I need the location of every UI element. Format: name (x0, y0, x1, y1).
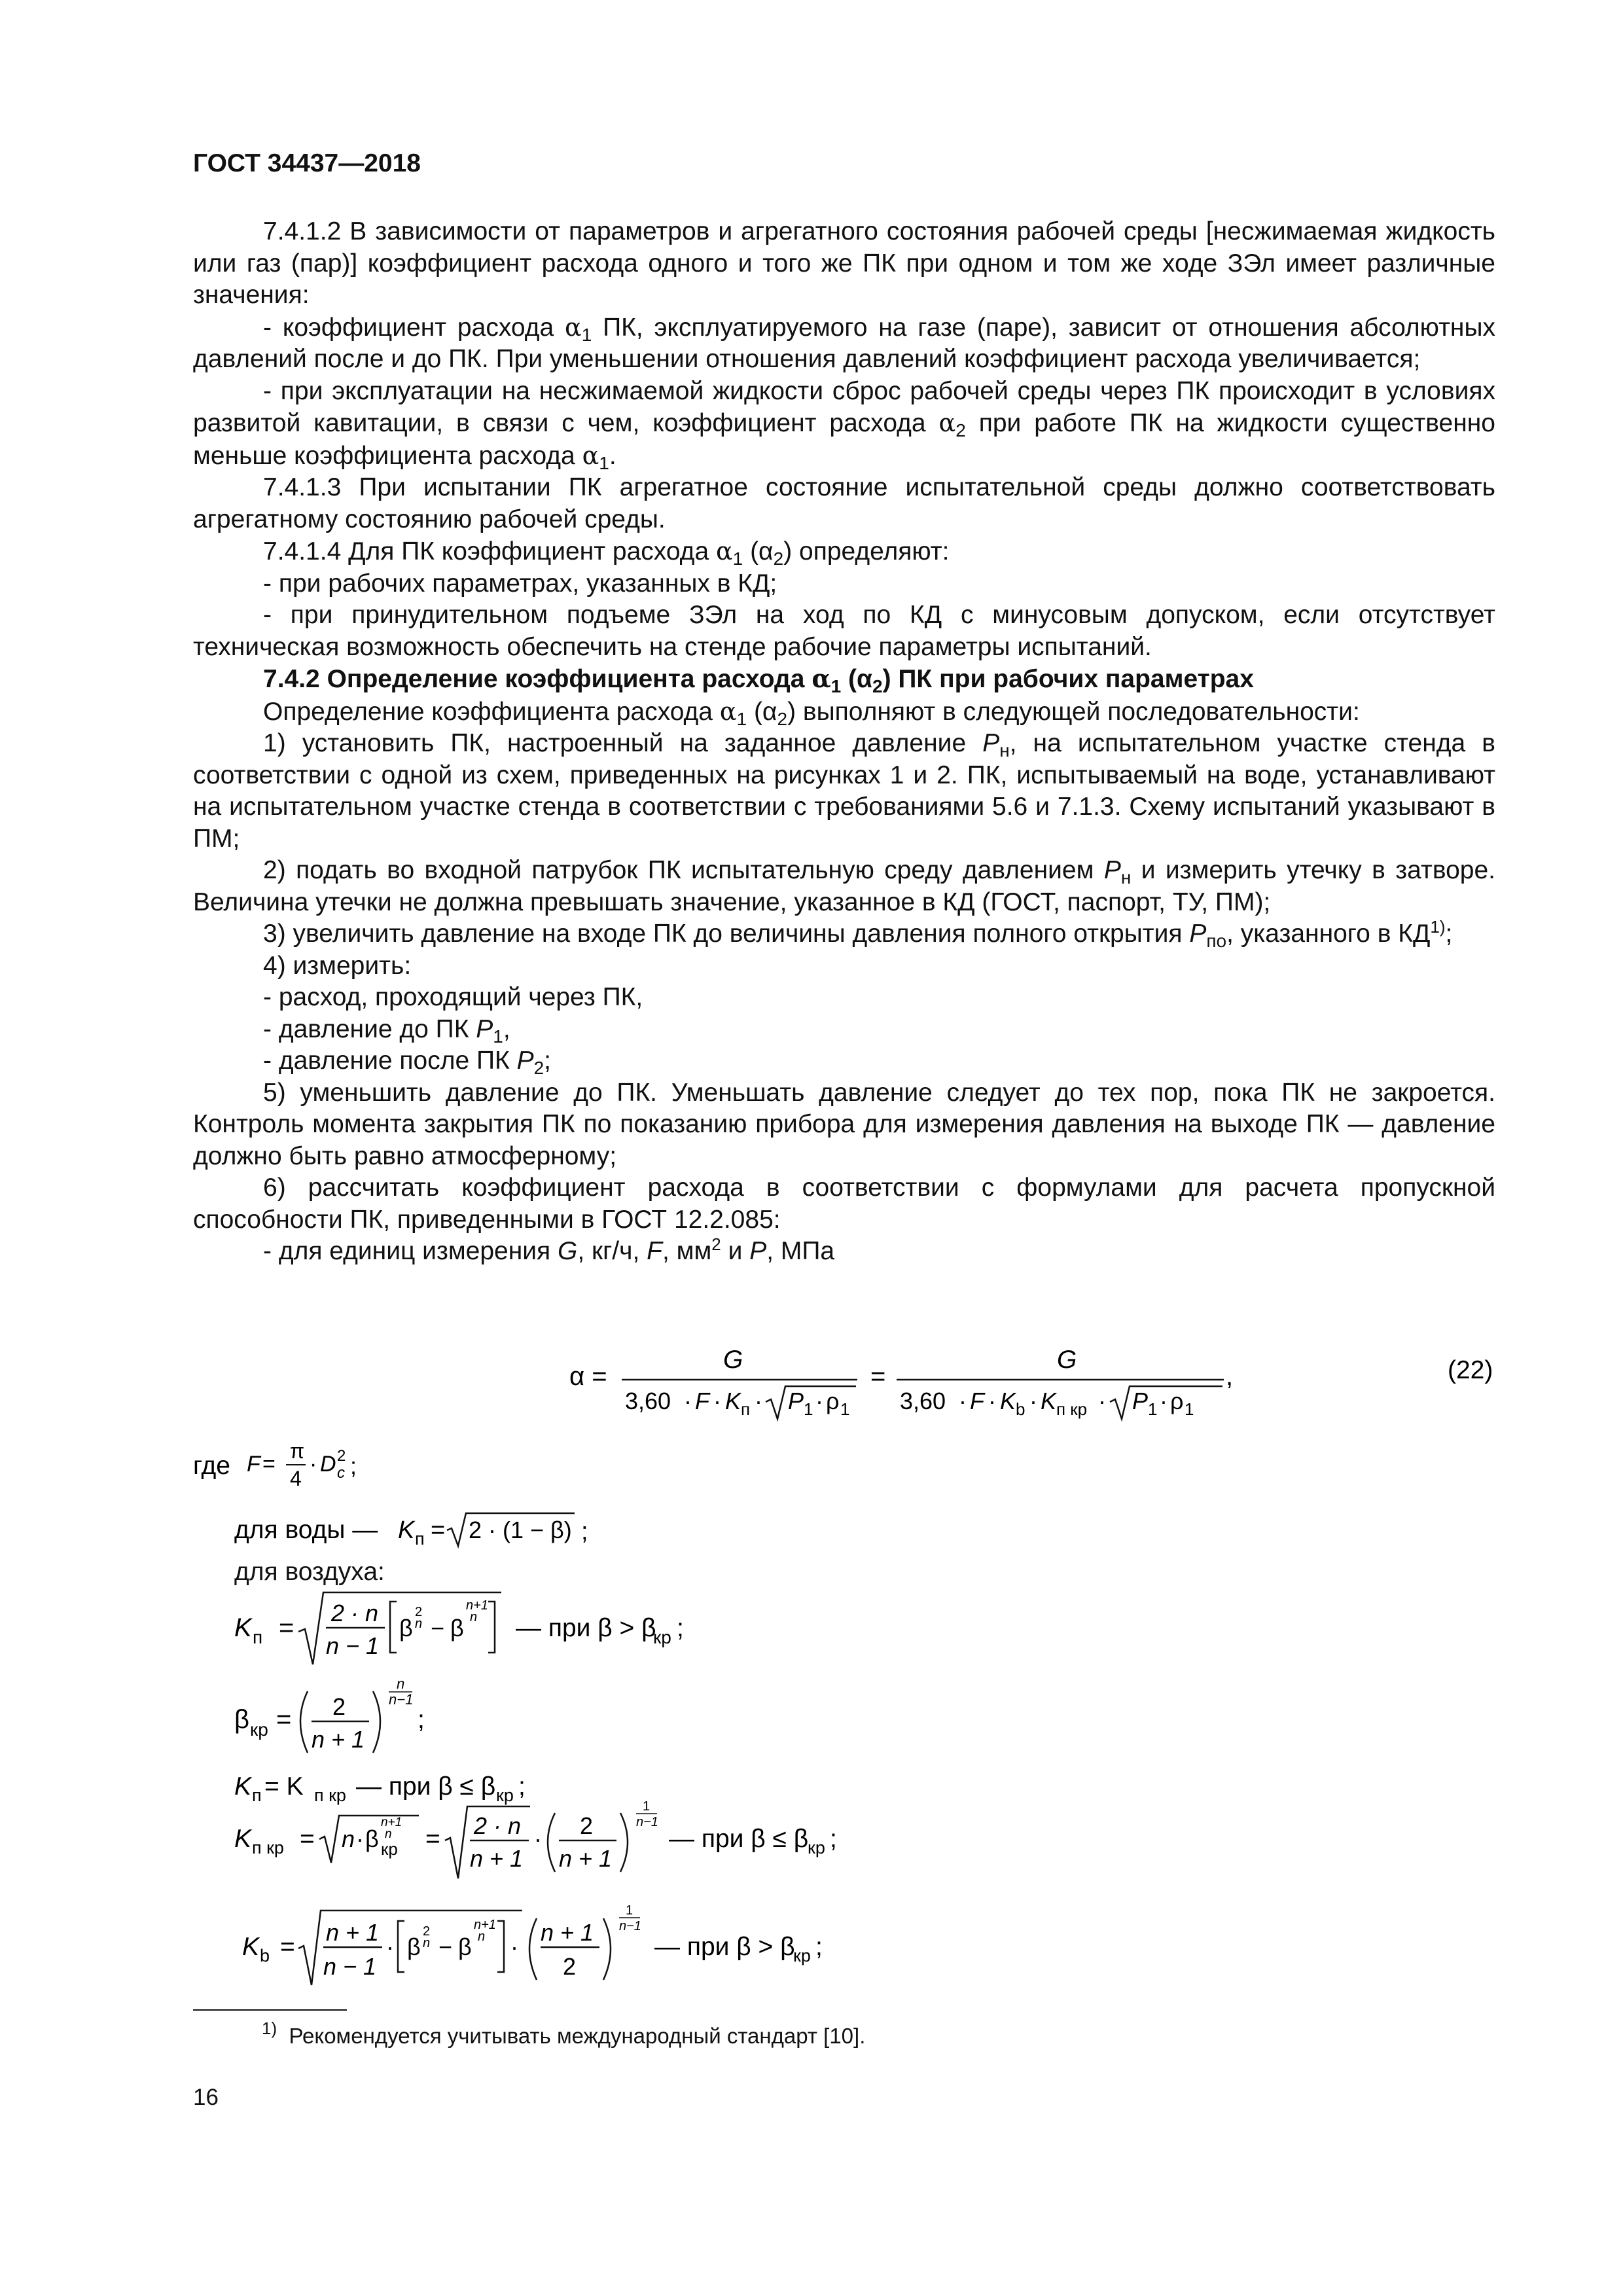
exp-num: 2 (423, 1924, 431, 1939)
footnote-mark: 1) (262, 2018, 277, 2038)
dot: · (1029, 1388, 1037, 1414)
step-4: 4) измерить: (263, 951, 412, 980)
var-K: K (234, 1613, 252, 1642)
bracket-left (390, 1602, 397, 1653)
beta: β (365, 1825, 379, 1852)
equals: = (276, 1705, 292, 1734)
beta: β (450, 1615, 464, 1641)
semicolon: ; (518, 1772, 526, 1801)
sub-p: п (741, 1399, 751, 1419)
footnote-text: Рекомендуется учитывать международный стандарт [10]. (289, 2024, 866, 2048)
var-P1: P (1132, 1388, 1149, 1414)
sub-p: п (252, 1785, 262, 1805)
denominator: n + 1 (312, 1726, 365, 1753)
dot: · (534, 1825, 542, 1852)
numerator: 2 · n (474, 1812, 522, 1839)
bracket-left (398, 1921, 404, 1972)
var-n: n (342, 1825, 355, 1852)
water-label: для воды — (234, 1516, 378, 1544)
sub-1: 1 (840, 1399, 850, 1419)
numerator: n + 1 (326, 1919, 380, 1946)
exp-den: n (415, 1617, 423, 1631)
eq-numerator-1: G (723, 1346, 743, 1374)
formula-kn-gas (234, 1587, 823, 1672)
sub-p-kr: п кр (314, 1785, 346, 1805)
dot: · (959, 1388, 967, 1414)
step-5: 5) уменьшить давление до ПК. Уменьшать давление следует до тех пор, пока ПК не закроется. Контроль момента закрытия ПК по показанию прибора для измерения давления на выходе ПК — давление должно быть равно атмосферному; (193, 1078, 1495, 1170)
four: 4 (290, 1467, 302, 1490)
sub-kr: кр (250, 1719, 268, 1740)
eq-equals: = (870, 1362, 886, 1391)
equals: = (279, 1613, 294, 1642)
item-liquid: - при эксплуатации на несжимаемой жидкости сброс рабочей среды через ПК происходит в условиях развитой кавитации, в связи с чем, коэффициент расхода $\alpha_2$ при работе ПК на жидкости существенно меньше коэффициента расхода $\alpha_1$. (193, 376, 1495, 473)
exp-den: n (423, 1936, 431, 1950)
equals: = (425, 1825, 440, 1853)
dot: · (510, 1933, 518, 1960)
numerator: n + 1 (541, 1919, 594, 1946)
semicolon: ; (815, 1933, 823, 1961)
exp-den: n (470, 1610, 478, 1624)
exp-num: 2 (415, 1605, 423, 1619)
beta: β (234, 1705, 250, 1734)
paren-right (373, 1691, 380, 1753)
step-3: 3) увеличить давление на входе ПК до величины давления полного открытия $P_{по}$, указанного в КД$^{1)}$; (263, 917, 1453, 951)
sub-p-kr: п кр (1056, 1399, 1088, 1419)
body-text (193, 216, 1495, 1268)
eq-numerator-2: G (1057, 1346, 1077, 1374)
item-gas: - коэффициент расхода $\alpha_1$ ПК, эксплуатируемого на газе (паре), зависит от отношения абсолютных давлений после и до ПК. При уменьшении отношения давлений коэффициент расхода увеличивается; (193, 312, 1496, 373)
page-header: ГОСТ 34437—2018 (193, 149, 421, 177)
sub-1: 1 (1185, 1399, 1194, 1419)
var-K: K (234, 1825, 252, 1853)
semicolon: ; (581, 1518, 588, 1545)
footnote-separator (193, 2009, 347, 2011)
exp-2: 2 (337, 1447, 346, 1465)
bracket-right (488, 1602, 495, 1653)
dot: · (1160, 1388, 1168, 1414)
formula-area (193, 1433, 429, 1505)
paragraph-7-4-1-4: 7.4.1.4 Для ПК коэффициент расхода $\alpha_1$ $(\alpha_2)$ определяют: (263, 537, 950, 569)
denominator: 2 (563, 1953, 577, 1980)
step-2: 2) подать во входной патрубок ПК испытательную среду давлением $P_н$ и измерить утечку в затворе. Величина утечки не должна превышать значение, указанное в КД (ГОСТ, паспорт, ТУ, ПМ); (193, 856, 1495, 916)
condition: — при β ≤ β (356, 1772, 496, 1801)
denominator: n + 1 (470, 1845, 524, 1872)
step-4-flow: - расход, проходящий через ПК, (263, 983, 643, 1011)
semicolon: ; (350, 1452, 357, 1479)
var-K: K (725, 1388, 741, 1414)
eq-coef-1: 3,60 (625, 1388, 671, 1414)
beta: β (458, 1933, 472, 1960)
eq-comma: , (1226, 1362, 1234, 1391)
exp-num: n (397, 1676, 405, 1692)
dot: · (755, 1388, 762, 1414)
sub-p-kr: п кр (252, 1838, 284, 1857)
numerator: 2 (332, 1693, 346, 1720)
sub-kr: кр (381, 1839, 398, 1859)
air-label: для воздуха: (234, 1558, 385, 1586)
step-4-pressure-before: - давление до ПК $P_1$, (263, 1014, 510, 1047)
var-F: F (247, 1452, 260, 1477)
exp-den: n−1 (619, 1919, 641, 1933)
formula-water (234, 1505, 692, 1558)
equation-number: (22) (1448, 1356, 1493, 1384)
formula-kb (242, 1901, 897, 1993)
eq-alpha-lhs: α = (569, 1362, 607, 1391)
pi: π (290, 1439, 305, 1463)
section-heading-7-4-2: 7.4.2 Определение коэффициента расхода $\alpha_1$ $(\alpha_2)$ ПК при рабочих параметрах (263, 664, 1254, 696)
dot: · (713, 1388, 721, 1414)
step-4-pressure-after: - давление после ПК $P_2$; (263, 1047, 551, 1078)
where-label: где (193, 1452, 230, 1480)
page-number: 16 (193, 2085, 219, 2110)
exp-num: n+1 (466, 1598, 488, 1613)
dot: · (684, 1388, 692, 1414)
dot: · (988, 1388, 996, 1414)
var-K: K (242, 1933, 260, 1961)
numerator: 2 · n (331, 1600, 379, 1626)
sub-p: п (253, 1627, 263, 1647)
numerator: 2 (580, 1812, 594, 1839)
sub-kr: кр (653, 1627, 671, 1647)
var-rho: ρ (826, 1388, 840, 1414)
exp-den: n (478, 1929, 486, 1944)
var-K: K (1041, 1388, 1057, 1414)
step-6: 6) рассчитать коэффициент расхода в соответствии с формулами для расчета пропускной способности ПК, приведенными в ГОСТ 12.2.085: (193, 1174, 1495, 1234)
equals: = (300, 1825, 315, 1853)
item-working-params: - при рабочих параметрах, указанных в КД; (263, 569, 777, 598)
equals-K: = K (264, 1772, 304, 1801)
var-F: F (695, 1388, 709, 1414)
minus: − (431, 1615, 445, 1641)
paren-left (300, 1691, 308, 1753)
exp-den: n−1 (389, 1691, 414, 1708)
condition: — при β > β (516, 1614, 656, 1642)
exp-num: 1 (626, 1903, 633, 1918)
var-D: D (320, 1452, 336, 1477)
condition: — при β > β (654, 1933, 795, 1961)
condition: — при β ≤ β (669, 1825, 809, 1853)
paragraph-7-4-1-2: 7.4.1.2 В зависимости от параметров и агрегатного состояния рабочей среды [несжимаемая жидкость или газ (пар)] коэффициент расхода одного и того же ПК при одном и том же ходе ЗЭл имеет различные значения: (193, 217, 1495, 309)
sub-c: c (337, 1464, 345, 1482)
semicolon: ; (418, 1706, 425, 1734)
var-K: K (398, 1516, 415, 1544)
dot: · (386, 1933, 394, 1960)
semicolon: ; (677, 1614, 684, 1642)
paren-right (603, 1918, 611, 1980)
step-1: 1) установить ПК, настроенный на заданное давление $P_н$, на испытательном участке стенда в соответствии с одной из схем, приведенных на рисунках 1 и 2. ПК, испытываемый на воде, устанавливают на испытательном участке стенда в соответствии с требованиями 5.6 и 7.1.3. Схему испытаний указывают в ПМ; (193, 729, 1495, 853)
equals: = (262, 1452, 276, 1477)
semicolon: ; (830, 1825, 837, 1853)
sub-kr: кр (496, 1785, 514, 1805)
denominator: n − 1 (323, 1953, 377, 1980)
beta: β (407, 1933, 421, 1960)
units-line: - для единиц измерения G, кг/ч, F, $мм^2$ и P, МПа (263, 1234, 835, 1265)
equals: = (280, 1933, 295, 1961)
denominator: n + 1 (559, 1845, 613, 1872)
denominator: n − 1 (326, 1632, 380, 1659)
sub-kr: кр (808, 1838, 825, 1857)
exp-den: n−1 (636, 1815, 658, 1829)
footnote (262, 2018, 866, 2049)
dot: · (356, 1825, 364, 1852)
minus: − (438, 1933, 453, 1960)
sub-1: 1 (1148, 1399, 1158, 1419)
var-P1: P (788, 1388, 804, 1414)
var-F: F (970, 1388, 984, 1414)
var-K: K (234, 1772, 252, 1801)
var-rho: ρ (1170, 1388, 1184, 1414)
dot: · (1098, 1388, 1106, 1414)
dot: · (310, 1452, 317, 1477)
formula-beta-kr (234, 1676, 496, 1761)
section-intro: Определение коэффициента расхода $\alpha_1$ $(\alpha_2)$ выполняют в следующей последовательности: (263, 696, 1360, 729)
item-forced-lift: - при принудительном подъеме ЗЭл на ход по КД с минусовым допуском, если отсутствует техническая возможность обеспечить на стенде рабочие параметры испытаний. (193, 601, 1495, 661)
formula-kpkr (234, 1800, 889, 1885)
var-K: K (1000, 1388, 1016, 1414)
bracket-right (497, 1921, 504, 1972)
water-radicand: 2 · (1 − β) (469, 1516, 572, 1543)
equals: = (431, 1516, 446, 1544)
sub-p: п (415, 1529, 425, 1549)
dot: · (815, 1388, 823, 1414)
eq-coef-2: 3,60 (900, 1388, 946, 1414)
beta: β (399, 1615, 413, 1641)
sub-1: 1 (804, 1399, 813, 1419)
exp-num: n+1 (381, 1816, 402, 1829)
sub-kr: кр (793, 1946, 811, 1965)
exp-den: n (385, 1827, 392, 1841)
exp-num: 1 (643, 1800, 651, 1814)
paragraph-7-4-1-3: 7.4.1.3 При испытании ПК агрегатное состояние испытательной среды должно соответствовать агрегатному состоянию рабочей среды. (193, 473, 1495, 533)
sub-b: b (1016, 1399, 1026, 1419)
paren-left (548, 1813, 555, 1872)
paren-left (529, 1918, 537, 1980)
equation-22 (569, 1342, 1499, 1427)
sub-b: b (260, 1946, 270, 1965)
exp-num: n+1 (474, 1918, 496, 1932)
paren-right (620, 1813, 628, 1872)
